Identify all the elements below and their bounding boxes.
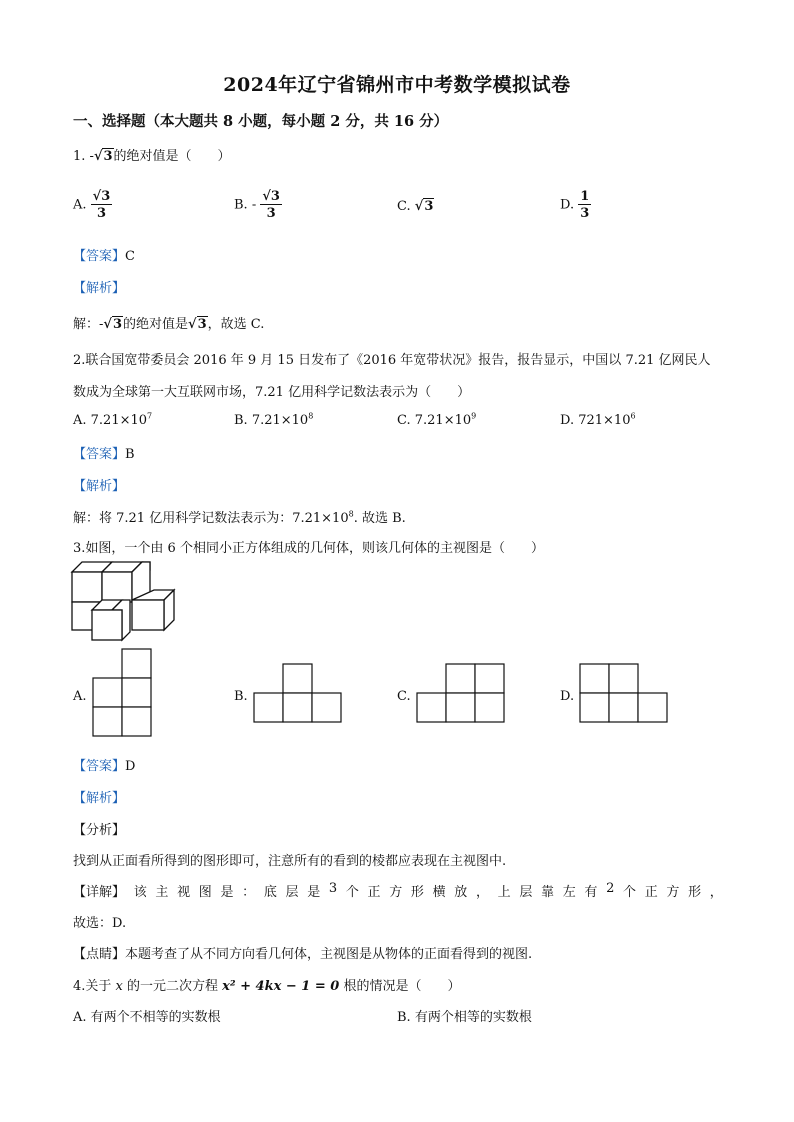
q1-analysis-tag: 【解析】 <box>73 281 126 296</box>
q3-option-c-label[interactable]: C. <box>397 689 411 704</box>
q3-option-b-label[interactable]: B. <box>234 689 248 704</box>
q3-option-d-label[interactable]: D. <box>560 689 575 704</box>
q1-solution: 解：-√3的绝对值是√3，故选 C. <box>73 317 265 332</box>
q1-option-c[interactable]: C. √3 <box>397 199 434 214</box>
q3-option-d-figure[interactable] <box>579 663 669 723</box>
q3-fenxi-tag: 【分析】 <box>73 823 126 838</box>
q2-stem-line-1: 2.联合国宽带委员会 2016 年 9 月 15 日发布了《2016 年宽带状况》报告，报告显示，中国以 7.21 亿网民人 <box>73 353 711 368</box>
q1-option-a-fraction: $\frac{√3}{3}$ <box>92 189 111 221</box>
question-1-stem <box>73 145 231 164</box>
q2-stem-line-2: 数成为全球第一大互联网市场，7.21 亿用科学记数法表示为（ ） <box>73 385 471 400</box>
q1-suffix: 的绝对值是（ ） <box>113 149 231 164</box>
q1-option-d[interactable]: D. $\frac{1}{3}$ <box>560 189 590 221</box>
q3-option-c-figure[interactable] <box>416 663 506 723</box>
q3-stem: 3.如图，一个由 6 个相同小正方体组成的几何体，则该几何体的主视图是（ ） <box>73 541 544 556</box>
q3-analysis-tag: 【解析】 <box>73 791 126 806</box>
section-heading: 一、选择题（本大题共 8 小题，每小题 2 分，共 16 分） <box>73 113 449 130</box>
q2-option-d[interactable]: D. $721\times 10^6$ <box>560 411 636 428</box>
q3-option-b-figure[interactable] <box>253 663 343 723</box>
q1-option-b-fraction: $\frac{√3}{3}$ <box>262 189 280 221</box>
q4-option-a[interactable]: A. 有两个不相等的实数根 <box>73 1010 221 1025</box>
q4-equation: x² + 4kx − 1 = 0 <box>222 979 340 994</box>
q4-option-b[interactable]: B. 有两个相等的实数根 <box>397 1010 532 1025</box>
page-title: 2024年辽宁省锦州市中考数学模拟试卷 <box>223 74 571 96</box>
q3-detail-line-2: 故选：D. <box>73 916 127 931</box>
q4-stem: 4.关于 x 的一元二次方程 x² + 4kx − 1 = 0 根的情况是（ ） <box>73 979 461 994</box>
q2-option-a[interactable]: A. $7.21\times 10^7$ <box>73 411 153 428</box>
q1-radical: √3 <box>93 149 113 164</box>
q3-detail-line-1: 【详解】 该 主 视 图 是 ： 底 层 是 3 个 正 方 形 横 放 ， 上 层 靠 左 有 2 个 正 方 形 ， <box>73 881 723 900</box>
q3-option-a-figure[interactable] <box>92 648 152 738</box>
q1-answer: 【答案】C <box>73 249 135 264</box>
q1-option-a[interactable]: A. $\frac{√3}{3}$ <box>73 189 111 221</box>
q1-option-d-fraction: $\frac{1}{3}$ <box>580 189 590 221</box>
solid-figure <box>70 560 180 642</box>
q3-answer: 【答案】D <box>73 759 136 774</box>
q2-solution: 解：将 7.21 亿用科学记数法表示为：$7.21\times 10^8$. 故选 B. <box>73 509 406 526</box>
q1-option-b[interactable]: B. - $\frac{√3}{3}$ <box>234 189 280 221</box>
q2-option-b[interactable]: B. $7.21\times 10^8$ <box>234 411 314 428</box>
q2-analysis-tag: 【解析】 <box>73 479 126 494</box>
q2-option-c[interactable]: C. $7.21\times 10^9$ <box>397 411 477 428</box>
q3-dianjing: 【点睛】本题考查了从不同方向看几何体，主视图是从物体的正面看得到的视图. <box>73 947 533 962</box>
q3-fenxi: 找到从正面看所得到的图形即可，注意所有的看到的棱都应表现在主视图中. <box>73 854 507 869</box>
q3-option-a-label[interactable]: A. <box>73 689 87 704</box>
q2-answer: 【答案】B <box>73 447 135 462</box>
q1-prefix: 1. - <box>73 149 94 164</box>
